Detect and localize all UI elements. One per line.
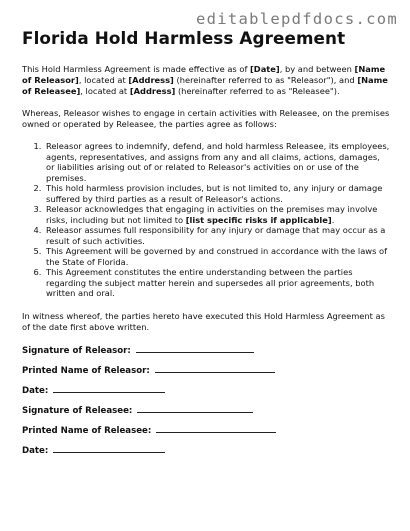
releasee-address-placeholder: [Address] — [129, 86, 176, 96]
releasee-date-row — [22, 444, 390, 457]
intro-text-5: , located at — [80, 86, 130, 96]
clause-item: 2. This hold harmless provision includes, but is not limited to, any injury or damage suffered by third parties as a result of Releasor's actions. — [44, 183, 390, 204]
releasor-date-field[interactable] — [53, 384, 165, 393]
clause-item: 5. This Agreement will be governed by and construed in accordance with the laws of the State of Florida. — [44, 246, 390, 267]
intro-text-4: (hereinafter referred to as "Releasor"), and — [173, 75, 358, 85]
releasor-address-placeholder: [Address] — [128, 75, 174, 85]
whereas-paragraph: Whereas, Releasor wishes to engage in certain activities with Releasee, on the premises owned or operated by Releasee, the parties agree as follows: — [22, 108, 390, 129]
signature-block — [22, 344, 390, 457]
witness-paragraph: In witness whereof, the parties hereto have executed this Hold Harmless Agreement as of the date first above written. — [22, 310, 385, 332]
releasor-printed-name-row — [22, 364, 390, 377]
releasee-signature-row — [22, 404, 390, 417]
releasee-name-placeholder: [Name of Releasee] — [22, 75, 388, 96]
releasee-date-label: Date: — [22, 445, 49, 456]
risks-placeholder: [list specific risks if applicable] — [185, 214, 332, 225]
releasee-printed-name-row — [22, 424, 390, 437]
effective-date-placeholder: [Date] — [250, 64, 280, 74]
releasee-date-field[interactable] — [53, 444, 165, 453]
releasor-signature-row — [22, 344, 390, 357]
intro-paragraph — [22, 64, 390, 97]
releasor-name-placeholder: [Name of Releasor] — [22, 64, 386, 85]
clause-end: . — [331, 214, 335, 225]
clause-item: 6. This Agreement constitutes the entire understanding between the parties regarding the subject matter herein and supersedes all prior agreements, both written and oral. — [44, 267, 390, 299]
releasee-printed-name-label: Printed Name of Releasee: — [22, 425, 152, 436]
intro-text-6: (hereinafter referred to as "Releasee"). — [175, 86, 340, 96]
intro-text-2: , by and between — [279, 64, 355, 74]
releasor-date-row — [22, 384, 390, 397]
clause-item: 1. Releasor agrees to indemnify, defend, and hold harmless Releasee, its employees, agents, representatives, and assigns from any and all claims, actions, damages, or liabilities arising out of or related to Releasor's activities on or use of the premises. — [44, 141, 390, 183]
releasor-date-label: Date: — [22, 385, 49, 396]
document-page — [22, 28, 390, 464]
releasor-signature-label: Signature of Releasor: — [22, 345, 131, 356]
intro-text-3: , located at — [78, 75, 129, 85]
intro-text-1: This Hold Harmless Agreement is made effective as of — [22, 64, 251, 74]
releasee-signature-label: Signature of Releasee: — [22, 405, 133, 416]
releasee-signature-field[interactable] — [137, 404, 253, 413]
watermark: editablepdfdocs.com — [195, 10, 398, 28]
clause-item: 4. Releasor assumes full responsibility for any injury or damage that may occur as a result of such activities. — [44, 225, 390, 246]
clause-item — [44, 204, 390, 225]
releasor-printed-name-label: Printed Name of Releasor: — [22, 365, 150, 376]
releasor-printed-name-field[interactable] — [155, 364, 275, 373]
clause-list — [22, 141, 390, 299]
releasor-signature-field[interactable] — [136, 344, 254, 353]
document-title: Florida Hold Harmless Agreement — [22, 28, 346, 48]
clause-text: Releasor acknowledges that engaging in activities on the premises may involve risks, including but not limited to — [46, 204, 378, 225]
releasee-printed-name-field[interactable] — [156, 424, 276, 433]
